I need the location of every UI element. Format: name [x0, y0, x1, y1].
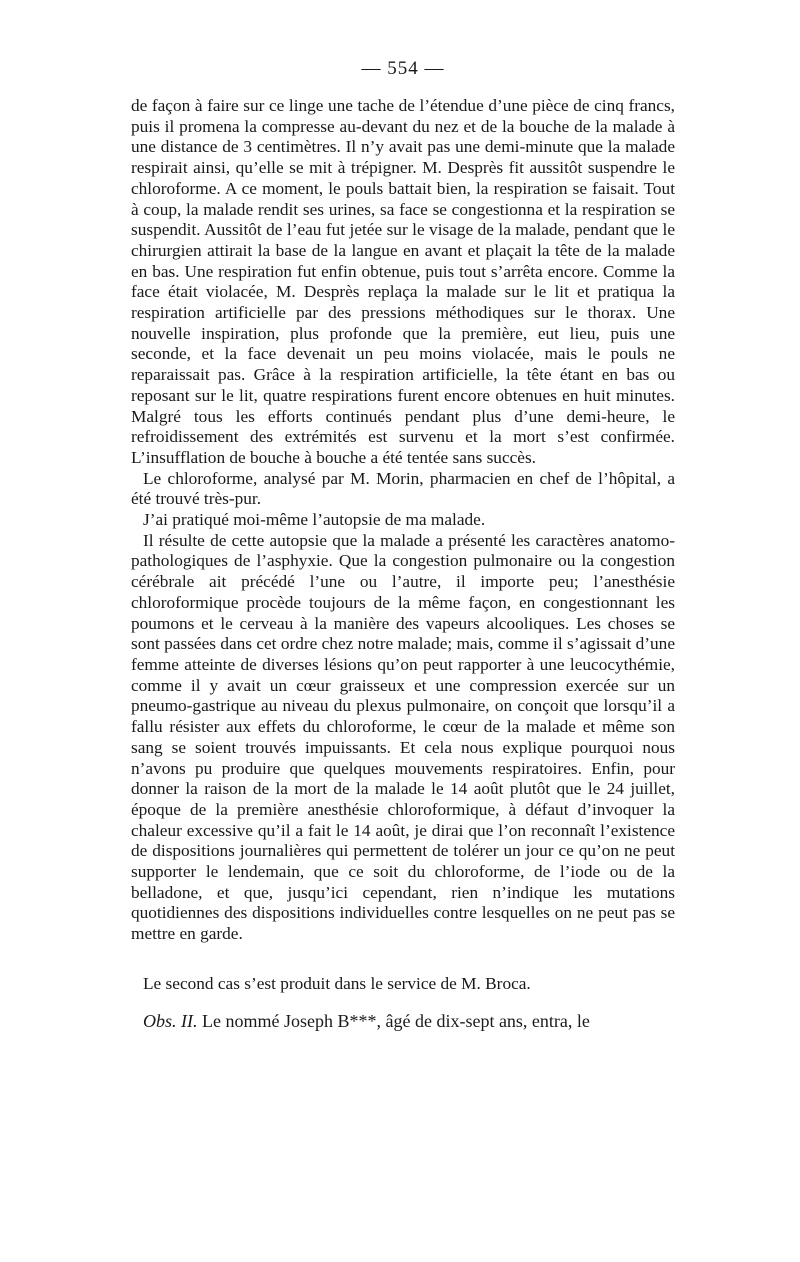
page-number: — 554 —: [361, 58, 445, 79]
observation-two: [131, 1011, 675, 1032]
observation-label: Obs. II.: [143, 1010, 198, 1031]
paragraph-chloroform-analysis: Le chloroforme, analysé par M. Morin, pharmacien en chef de l’hôpital, a été trouvé très-pur.: [131, 468, 675, 509]
paragraph-second-case: Le second cas s’est produit dans le service de M. Broca.: [143, 973, 531, 993]
observation-text: Le nommé Joseph B***, âgé de dix-sept ans, entra, le: [197, 1010, 590, 1031]
body-text: [131, 96, 675, 1031]
paragraph-autopsy-intro: J’ai pratiqué moi-même l’autopsie de ma malade.: [143, 510, 486, 530]
paragraph-case-narrative: de façon à faire sur ce linge une tache de l’étendue d’une pièce de cinq francs, puis il promena la compresse au-devant du nez et de la bouche de la malade à une distance de 3 centimètres. Il n’y avait pas une demi-minute que la malade respirait ainsi, qu’elle se mit à trépigner. M. Desprès fit aussitôt suspendre le chloroforme. A ce moment, le pouls battait bien, la respiration se faisait. Tout à coup, la malade rendit ses urines, sa face se congestionna et la respiration se suspendit. Aussitôt de l’eau fut jetée sur le visage de la malade, pendant que le chirurgien attirait la base de la langue en avant et plaçait la tête de la malade en bas. Une respiration fut enfin obtenue, puis tout s’arrêta encore. Comme la face était violacée, M. Desprès replaça la malade sur le lit et pratiqua la respiration artificielle par des pressions méthodiques sur le thorax. Une nouvelle inspiration, plus profonde que la première, eut lieu, puis une seconde, et la face devenait un peu moins violacée, mais le pouls ne reparaissait pas. Grâce à la respiration artificielle, la tête étant en bas ou reposant sur le lit, quatre respirations furent encore obtenues en huit minutes. Malgré tous les efforts continués pendant plus d’une demi-heure, le refroidissement des extrémités est survenu et la mort s’est confirmée. L’insufflation de bouche à bouche a été tentée sans succès.: [131, 96, 675, 467]
paragraph-autopsy-results: Il résulte de cette autopsie que la malade a présenté les caractères anatomo-pathologiques de l’asphyxie. Que la congestion pulmonaire ou la congestion cérébrale ait précédé l’une ou l’autre, il importe peu; l’anesthésie chloroformique procède toujours de la même façon, en congestionnant les poumons et le cerveau à la manière des vapeurs alcooliques. Les choses se sont passées dans cet ordre chez notre malade; mais, comme il s’agissait d’une femme atteinte de diverses lésions qu’on peut rapporter à une leucocythémie, comme il y avait un cœur graisseux et une compression exercée sur un pneumo-gastrique au niveau du plexus pulmonaire, on conçoit que lorsqu’il a fallu résister aux effets du chloroforme, le cœur de la malade et même son sang se soient trouvés impuissants. Et cela nous explique pourquoi nous n’avons pu produire que quelques mouvements respiratoires. Enfin, pour donner la raison de la mort de la malade le 14 août plutôt que le 24 juillet, époque de la première anesthésie chloroformique, à défaut d’invoquer la chaleur excessive qu’il a fait le 14 août, je dirai que l’on reconnaît l’existence de dispositions journalières qui permettent de tolérer un jour ce qu’on ne peut supporter le lendemain, que ce soit du chloroforme, de l’iode ou de la belladone, et que, jusqu’ici cependant, rien n’indique les mutations quotidiennes des dispositions individuelles contre lesquelles on ne peut pas se mettre en garde.: [131, 530, 675, 944]
book-page: [131, 58, 675, 1031]
